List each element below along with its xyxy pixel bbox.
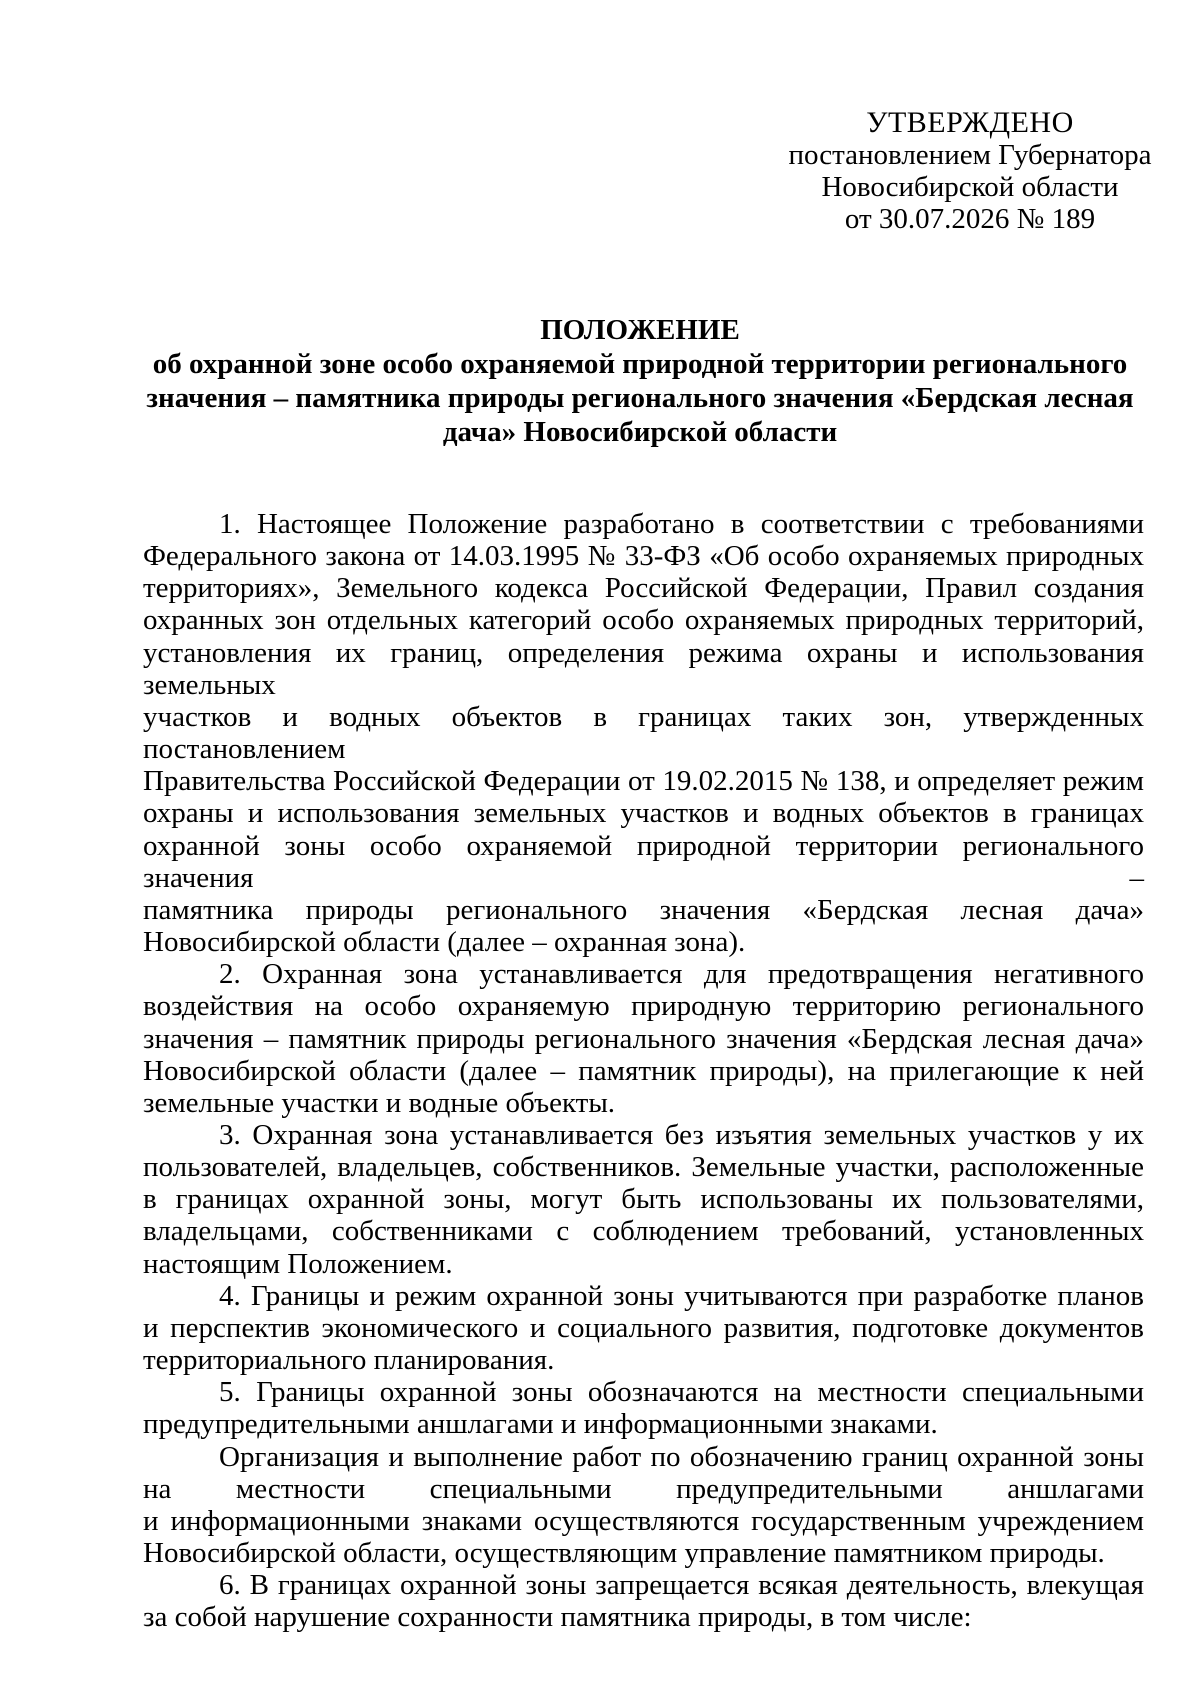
paragraph-line: предупредительными аншлагами и информационными знаками. [143, 1408, 938, 1441]
paragraph-line: настоящим Положением. [143, 1247, 453, 1280]
paragraph-line: земельные участки и водные объекты. [143, 1086, 616, 1119]
paragraph-line: и информационными знаками осуществляются государственным учреждением [143, 1504, 1144, 1537]
paragraph-line: 6. В границах охранной зоны запрещается всякая деятельность, влекущая [219, 1569, 1144, 1602]
paragraph-line: Новосибирской области (далее – охранная зона). [143, 926, 746, 959]
paragraph-line: пользователей, владельцев, собственников. Земельные участки, расположенные [143, 1151, 1144, 1184]
approval-line: Новосибирской области [821, 171, 1119, 203]
title-heading: ПОЛОЖЕНИЕ [540, 314, 740, 346]
paragraph-line: территориального планирования. [143, 1344, 555, 1377]
paragraph-line: владельцами, собственниками с соблюдением требований, установленных [143, 1215, 1144, 1248]
paragraph-line: 5. Границы охранной зоны обозначаются на местности специальными [219, 1376, 1144, 1409]
paragraph-line: 3. Охранная зона устанавливается без изъятия земельных участков у их [219, 1118, 1144, 1151]
paragraph-line: Новосибирской области (далее – памятник природы), на прилегающие к ней [143, 1054, 1144, 1087]
paragraph [143, 1119, 1144, 1280]
paragraph-line: 2. Охранная зона устанавливается для предотвращения негативного [219, 958, 1144, 991]
paragraph-line: 4. Границы и режим охранной зоны учитываются при разработке планов [219, 1279, 1144, 1312]
paragraph-line: охраны и использования земельных участков и водных объектов в границах [143, 797, 1144, 830]
paragraph [143, 958, 1144, 1119]
paragraph-line: воздействия на особо охраняемую природную территорию регионального [143, 990, 1144, 1023]
paragraph-line: участков и водных объектов в границах таких зон, утвержденных постановлением [143, 700, 1144, 766]
document-title [140, 313, 1140, 449]
title-line: дача» Новосибирской области [442, 416, 838, 448]
paragraph-line: охранной зоны особо охраняемой природной территории регионального значения – [143, 829, 1144, 894]
paragraph [143, 1280, 1144, 1376]
paragraph [143, 1376, 1144, 1440]
paragraph-line: охранных зон отдельных категорий особо охраняемых природных территорий, [143, 604, 1144, 637]
paragraph-line: территориях», Земельного кодекса Российской Федерации, Правил создания [143, 572, 1144, 605]
approval-date-number: от 30.07.2026 № 189 [844, 203, 1096, 235]
paragraph-line: 1. Настоящее Положение разработано в соответствии с требованиями [219, 508, 1144, 540]
paragraph-line: Новосибирской области, осуществляющим управление памятником природы. [143, 1537, 1105, 1569]
paragraph [143, 508, 1144, 958]
approval-block [770, 107, 1170, 235]
paragraph-line: памятника природы регионального значения «Бердская лесная дача» [143, 893, 1144, 926]
document-body [143, 508, 1144, 1633]
paragraph-line: установления их границ, определения режима охраны и использования земельных [143, 636, 1144, 701]
paragraph-line: за собой нарушение сохранности памятника природы, в том числе: [143, 1601, 972, 1634]
paragraph-line: на местности специальными предупредительными аншлагами [143, 1472, 1144, 1505]
approval-line: постановлением Губернатора [788, 139, 1152, 171]
paragraph-line: и перспектив экономического и социального развития, подготовке документов [143, 1311, 1144, 1344]
paragraph [143, 1441, 1144, 1570]
title-line: об охранной зоне особо охраняемой природной территории регионального [152, 348, 1128, 380]
approval-stamp: УТВЕРЖДЕНО [866, 106, 1074, 139]
paragraph-line: значения – памятник природы регионального значения «Бердская лесная дача» [143, 1022, 1144, 1055]
paragraph-line: Организация и выполнение работ по обозначению границ охранной зоны [219, 1440, 1144, 1473]
paragraph-line: Правительства Российской Федерации от 19.02.2015 № 138, и определяет режим [143, 765, 1144, 798]
title-line: значения – памятника природы регионального значения «Бердская лесная [146, 382, 1134, 414]
paragraph-line: в границах охранной зоны, могут быть использованы их пользователями, [143, 1183, 1144, 1216]
paragraph [143, 1569, 1144, 1633]
paragraph-line: Федерального закона от 14.03.1995 № 33-ФЗ «Об особо охраняемых природных [143, 540, 1144, 573]
